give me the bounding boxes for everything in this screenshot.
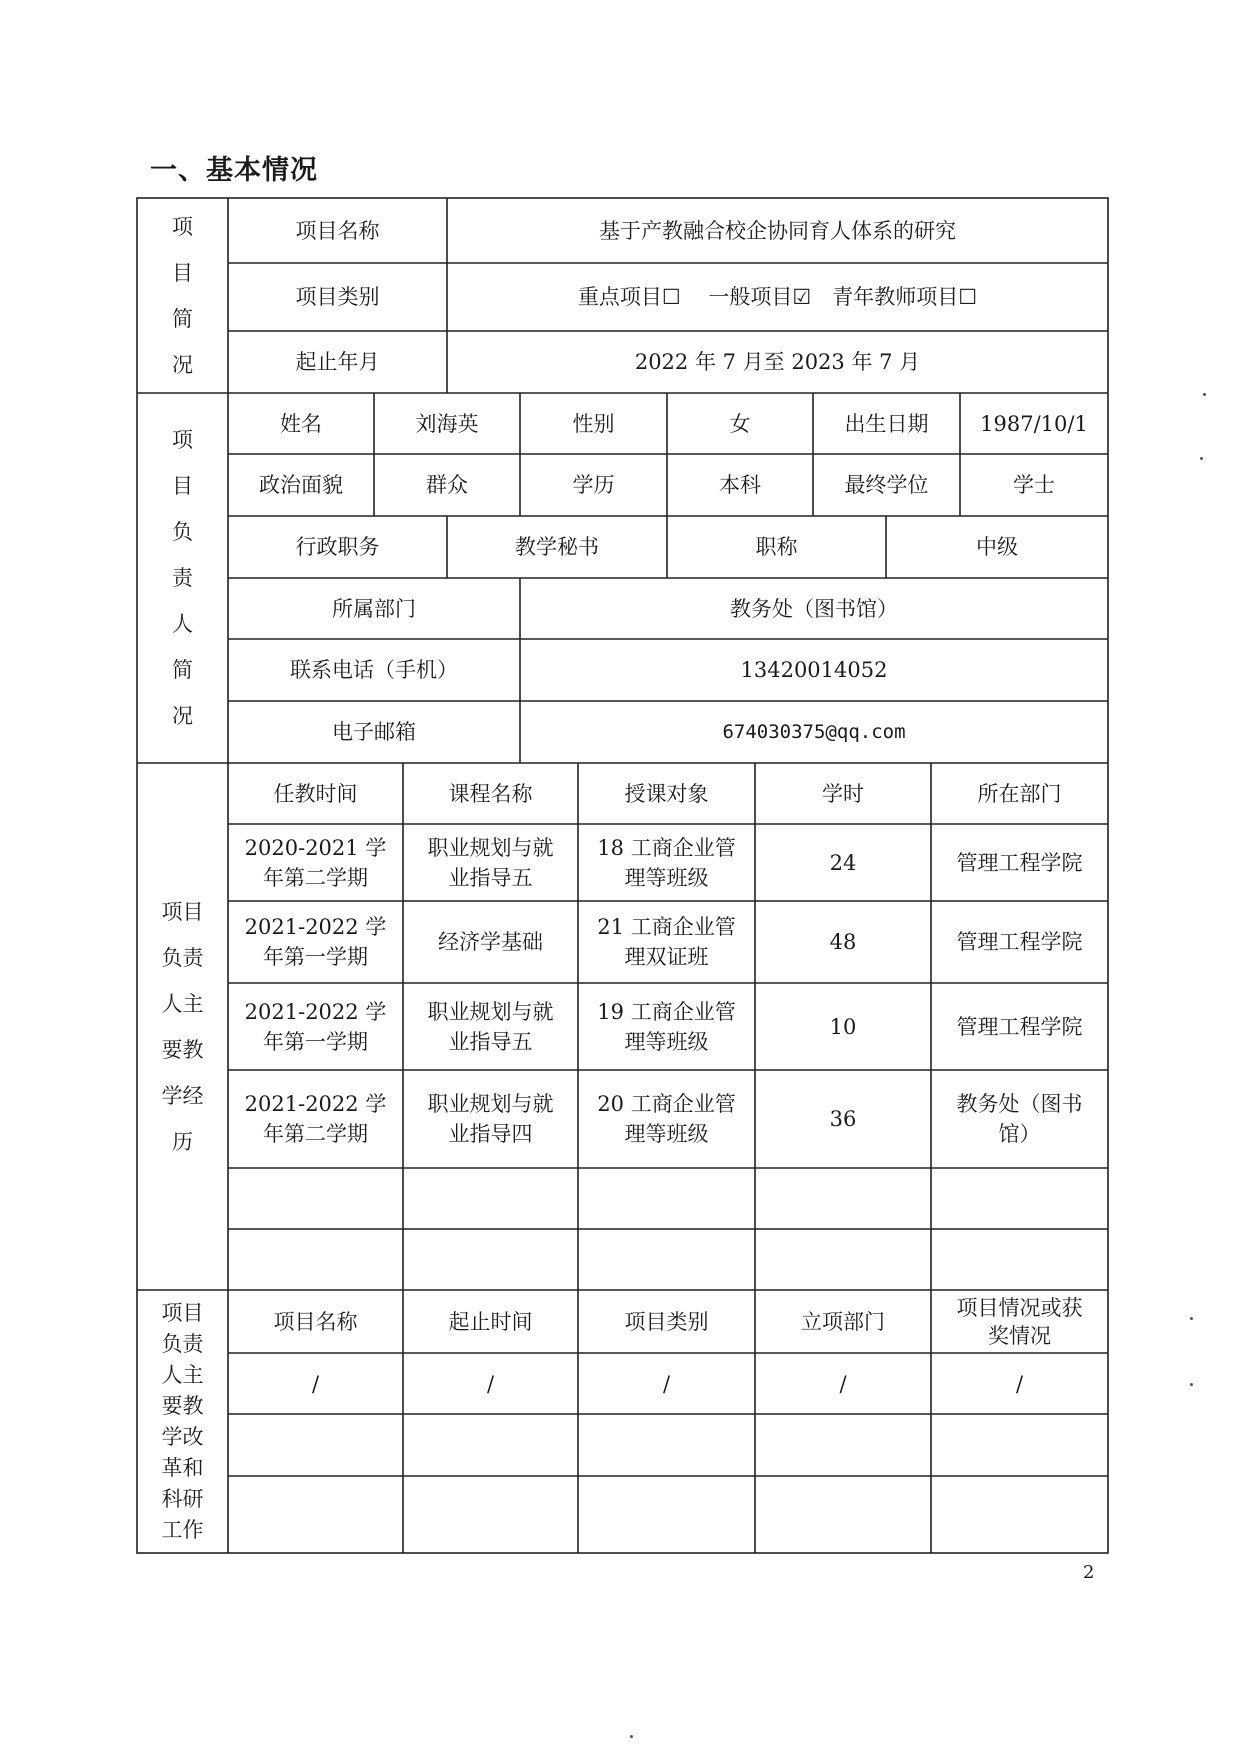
leader-dept-label: 所属部门: [332, 596, 416, 621]
research-cell: /: [311, 1371, 320, 1396]
leader-education-value: 本科: [719, 473, 761, 497]
leader-birth-label: 出生日期: [844, 411, 929, 436]
side-label-project-overview: 项 目 简 况: [172, 214, 193, 377]
teaching-cell: 20 工商企业管 理等班级: [597, 1092, 736, 1146]
scan-speck: [1190, 1383, 1193, 1386]
leader-degree-label: 最终学位: [844, 473, 929, 497]
scan-speck: [1200, 457, 1203, 460]
teaching-header: 授课对象: [624, 781, 709, 806]
teaching-cell: 10: [829, 1014, 857, 1039]
leader-position-value: 教学秘书: [515, 535, 599, 559]
teaching-header: 学时: [822, 781, 864, 806]
leader-degree-value: 学士: [1013, 473, 1055, 497]
teaching-cell: 2021-2022 学 年第二学期: [244, 1092, 387, 1146]
teaching-header: 课程名称: [448, 781, 533, 806]
research-cell: /: [486, 1371, 495, 1396]
leader-email-label: 电子邮箱: [332, 720, 416, 744]
project-category-label: 项目类别: [295, 285, 380, 309]
teaching-cell: 经济学基础: [438, 930, 543, 954]
leader-gender-value: 女: [729, 411, 751, 436]
teaching-cell: 48: [829, 930, 857, 954]
project-name-label: 项目名称: [295, 218, 380, 243]
leader-dept-value: 教务处（图书馆）: [730, 596, 898, 621]
side-label-leader: 项 目 负 责 人 简 况: [172, 428, 193, 728]
research-header: 项目名称: [273, 1309, 358, 1334]
page-number: 2: [1083, 1562, 1095, 1583]
teaching-cell: 职业规划与就 业指导四: [427, 1092, 554, 1146]
leader-title-value: 中级: [976, 535, 1018, 559]
research-header: 立项部门: [801, 1309, 885, 1334]
leader-name-value: 刘海英: [415, 411, 479, 436]
leader-political-value: 群众: [426, 473, 468, 497]
teaching-cell: 2021-2022 学 年第一学期: [244, 999, 387, 1054]
leader-email-value: 674030375@qq.com: [722, 721, 906, 743]
research-header: 项目类别: [624, 1309, 709, 1334]
side-label-research: 项目 负责 人主 要教 学改 革和 科研 工作: [161, 1300, 204, 1542]
leader-birth-value: 1987/10/1: [980, 411, 1088, 436]
side-label-teaching: 项目 负责 人主 要教 学经 历: [161, 899, 204, 1154]
teaching-cell: 21 工商企业管 理双证班: [597, 915, 736, 969]
leader-title-label: 职称: [755, 535, 798, 559]
leader-position-label: 行政职务: [295, 535, 380, 559]
research-cell: /: [662, 1371, 671, 1396]
scan-speck: [1190, 1317, 1193, 1320]
teaching-cell: 教务处（图书 馆）: [956, 1092, 1083, 1146]
teaching-cell: 管理工程学院: [956, 1014, 1083, 1039]
teaching-cell: 2021-2022 学 年第一学期: [244, 915, 387, 969]
teaching-cell: 36: [829, 1107, 857, 1131]
teaching-header: 所在部门: [977, 781, 1062, 806]
section-heading: 一、基本情况: [150, 155, 318, 186]
leader-phone-label: 联系电话（手机）: [290, 658, 458, 682]
teaching-cell: 职业规划与就 业指导五: [427, 999, 554, 1054]
teaching-cell: 职业规划与就 业指导五: [427, 835, 554, 890]
teaching-cell: 24: [829, 850, 857, 875]
leader-gender-label: 性别: [572, 411, 615, 436]
research-header: 项目情况或获 奖情况: [956, 1295, 1083, 1348]
project-name-value: 基于产教融合校企协同育人体系的研究: [599, 218, 956, 243]
teaching-header: 任教时间: [273, 781, 358, 806]
research-header: 起止时间: [448, 1309, 533, 1334]
project-category-value: 重点项目☐ 一般项目☑ 青年教师项目☐: [577, 285, 978, 309]
scan-speck: [1203, 393, 1206, 396]
teaching-cell: 管理工程学院: [956, 930, 1083, 954]
leader-phone-value: 13420014052: [740, 658, 888, 682]
leader-education-label: 学历: [572, 473, 615, 497]
teaching-cell: 2020-2021 学 年第二学期: [244, 835, 387, 890]
teaching-cell: 18 工商企业管 理等班级: [597, 835, 736, 890]
project-period-value: 2022 年 7 月至 2023 年 7 月: [634, 350, 921, 374]
teaching-cell: 管理工程学院: [956, 850, 1083, 875]
scan-speck: [630, 1735, 633, 1738]
leader-political-label: 政治面貌: [259, 473, 343, 497]
research-cell: /: [1015, 1371, 1024, 1396]
research-cell: /: [839, 1371, 847, 1396]
project-period-label: 起止年月: [295, 350, 380, 374]
leader-name-label: 姓名: [280, 411, 322, 436]
teaching-cell: 19 工商企业管 理等班级: [597, 999, 736, 1054]
